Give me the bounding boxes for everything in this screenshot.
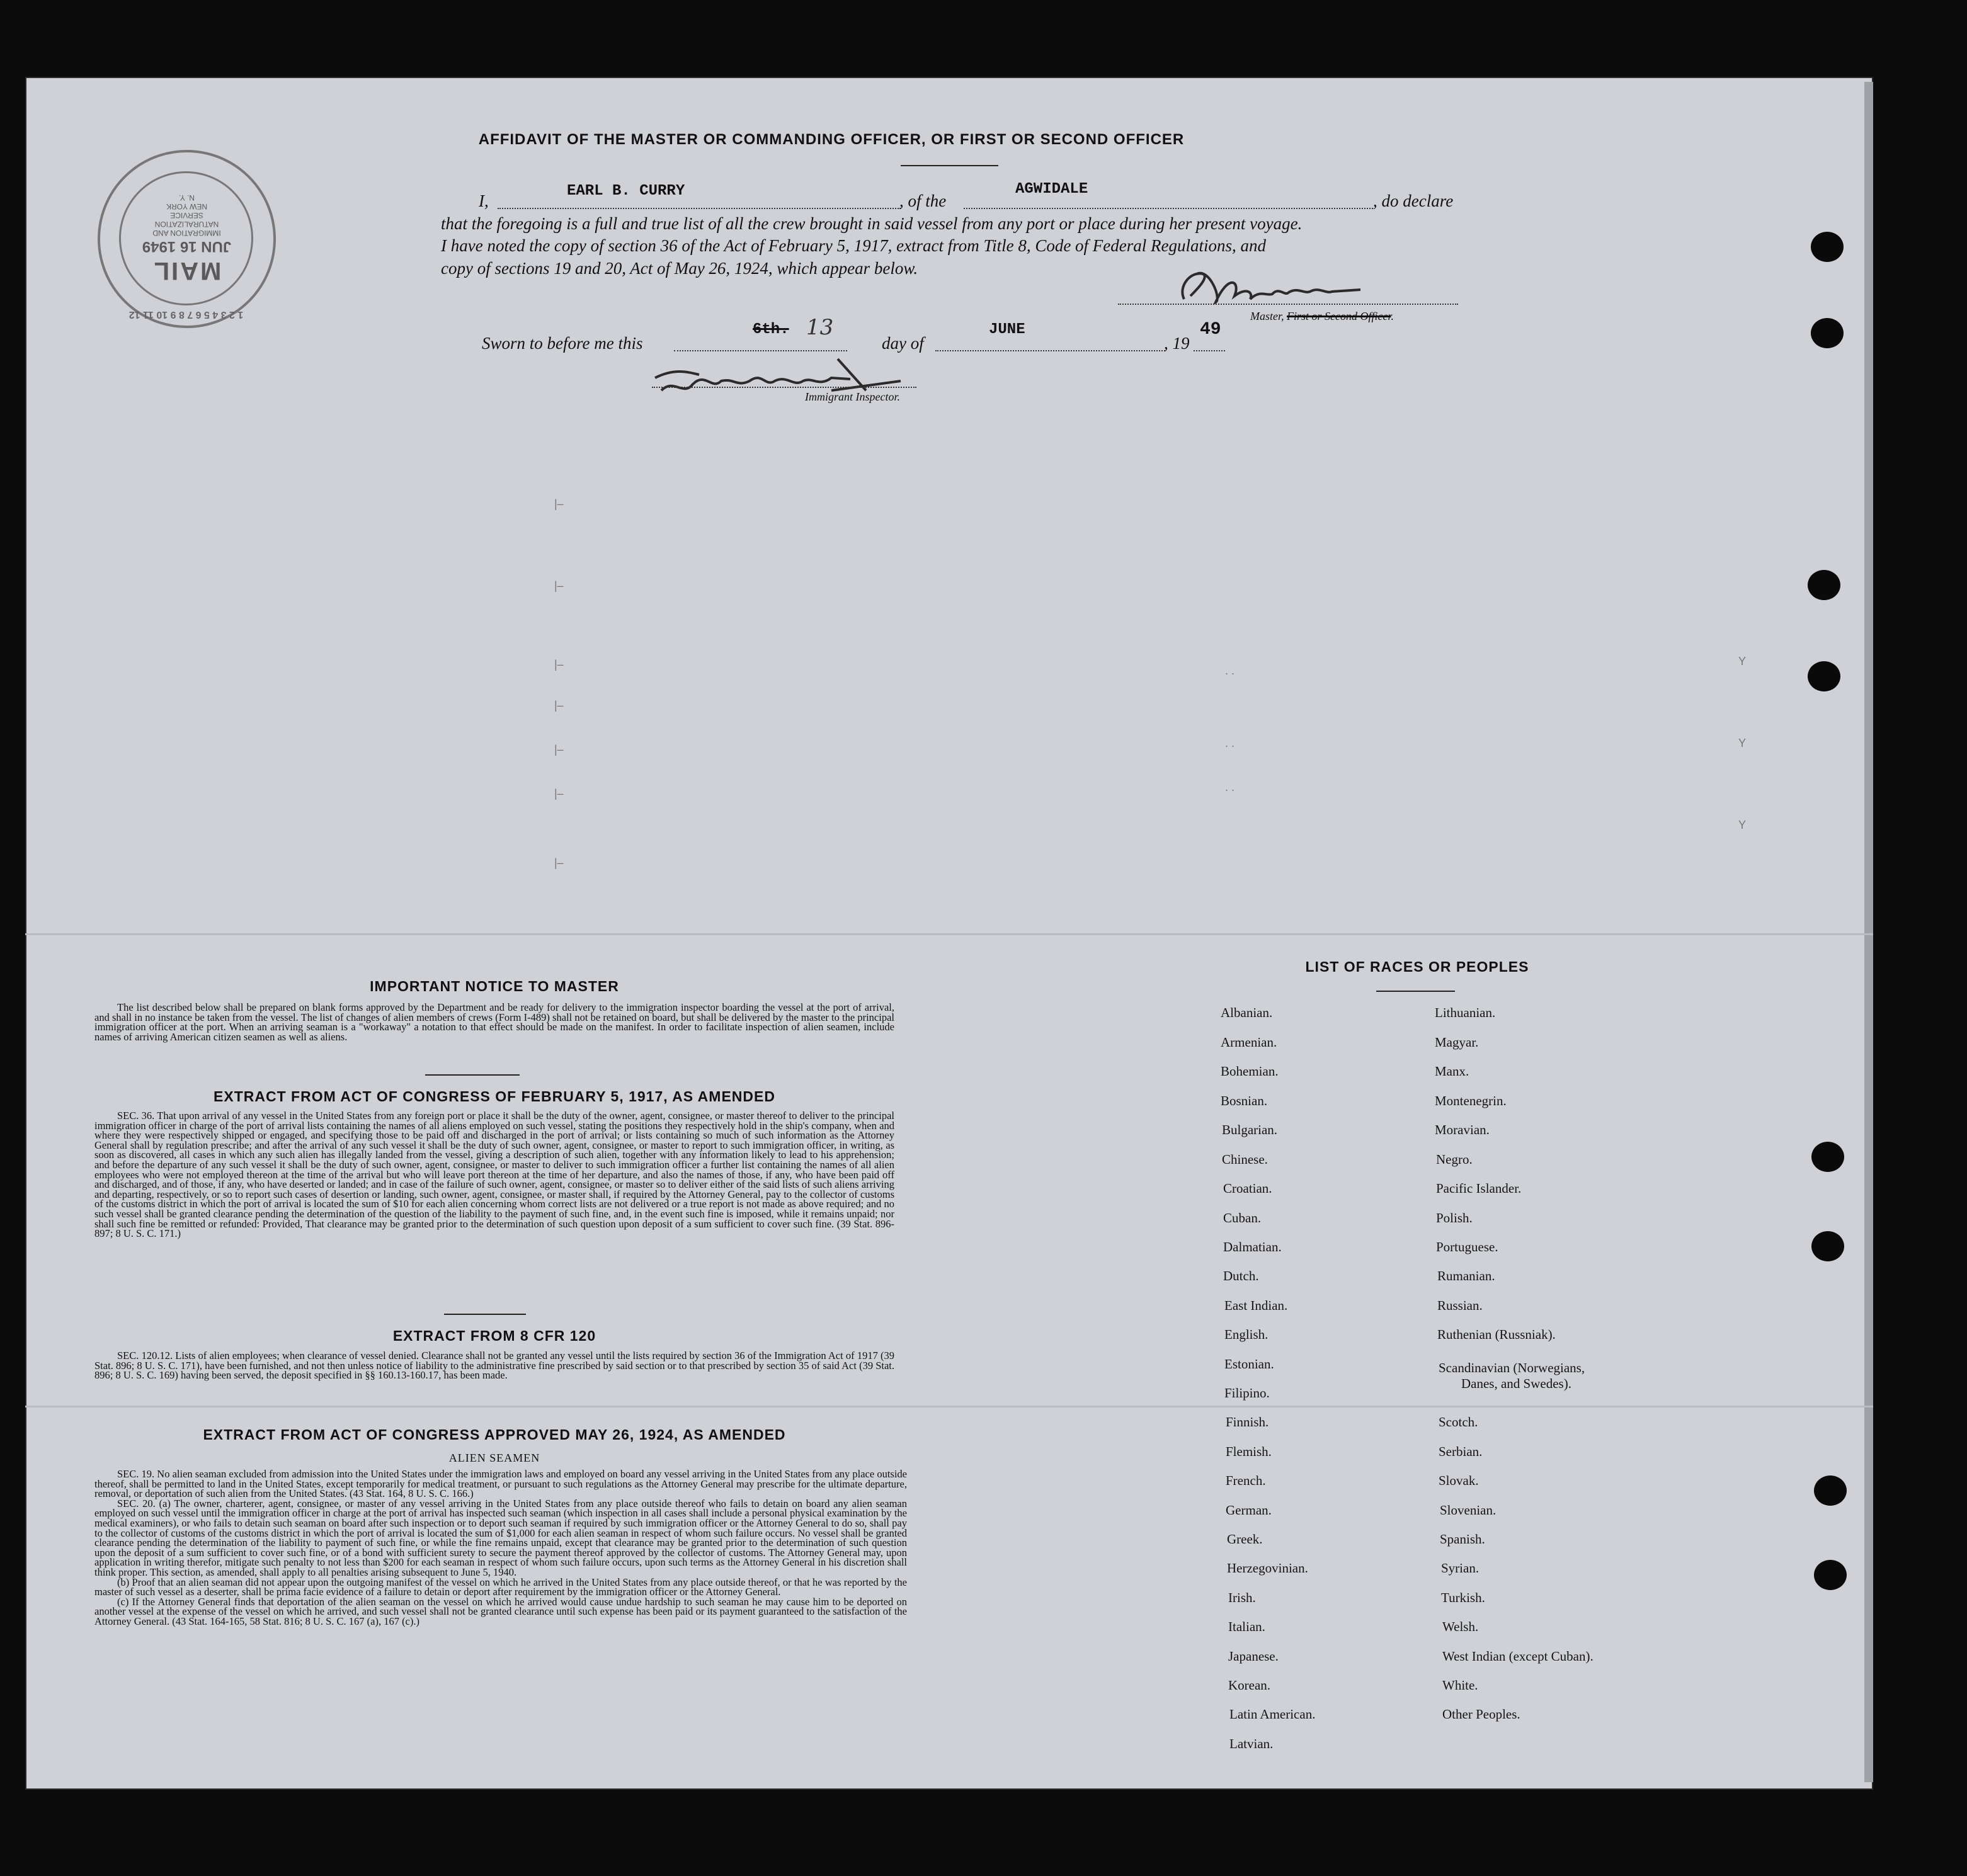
grid-tick: |– xyxy=(554,497,564,510)
race-item: Rumanian. xyxy=(1437,1268,1495,1283)
master-caption-suffix: . xyxy=(1391,310,1394,322)
race-item: White. xyxy=(1442,1678,1478,1693)
binder-hole xyxy=(1811,1231,1844,1261)
grid-tick: |– xyxy=(554,787,564,800)
year-line xyxy=(1194,350,1225,351)
race-item: Korean. xyxy=(1228,1678,1271,1693)
race-item: Estonian. xyxy=(1224,1356,1274,1372)
race-item: Latin American. xyxy=(1229,1707,1316,1722)
grid-tick: . . xyxy=(1225,737,1235,749)
year-prefix: , 19 xyxy=(1164,334,1190,353)
master-signature-line xyxy=(1118,304,1458,305)
race-item: Dutch. xyxy=(1223,1268,1259,1283)
master-caption-prefix: Master, xyxy=(1250,310,1284,322)
grid-tick: |– xyxy=(554,658,564,671)
race-item: Bulgarian. xyxy=(1222,1122,1278,1137)
stamp-line-7: N. Y. xyxy=(179,193,195,202)
race-item: Welsh. xyxy=(1442,1619,1479,1634)
race-item: Pacific Islander. xyxy=(1436,1181,1522,1196)
race-item: East Indian. xyxy=(1224,1298,1288,1313)
extract-1924-sec20b: (b) Proof that an alien seaman did not appear upon the outgoing manifest of the vessel on which he arrived in the United States from any place outside thereof, or that he was reported by the master of such vessel as a deserter, shall be prima facie evidence of a failure to detain or deport after requirement by the immigration officer or the Attorney General. xyxy=(94,1576,907,1598)
binder-hole xyxy=(1814,1560,1847,1590)
race-item: Polish. xyxy=(1436,1210,1473,1225)
stamp-line-4: NATURALIZATION xyxy=(154,220,219,229)
inspector-signature-line xyxy=(652,387,916,388)
extract-1924-title: EXTRACT FROM ACT OF CONGRESS APPROVED MAY 26, 1924, AS AMENDED xyxy=(203,1426,786,1443)
extract-1924-body xyxy=(94,1469,907,1627)
day-of-label: day of xyxy=(882,334,924,353)
race-item: French. xyxy=(1226,1473,1266,1488)
binder-hole xyxy=(1808,661,1840,691)
race-item: Russian. xyxy=(1437,1298,1483,1313)
race-item: Bohemian. xyxy=(1221,1064,1279,1079)
race-item: Croatian. xyxy=(1223,1181,1272,1196)
sworn-month-line xyxy=(935,350,1165,351)
extract-cfr-body xyxy=(94,1351,894,1380)
extract-cfr-paragraph: SEC. 120.12. Lists of alien employees; when clearance of vessel denied. Clearance shall not be granted any vessel until the lists required by section 36 of the Immigration Act of 1917 (39 Stat. 896; 8 U. S. C. 171), have been furnished, and not then unless notice of liability to the administrative fine prescribed by said section or to that prescribed by section 35 of said Act (39 Stat. 896; 8 U. S. C. 169) having been served, the deposit specified in §§ 160.13-160.17, has been made. xyxy=(94,1350,894,1382)
grid-tick: |– xyxy=(554,579,564,592)
master-name-line xyxy=(498,208,901,209)
binder-hole xyxy=(1811,232,1844,262)
binder-hole xyxy=(1814,1475,1847,1506)
mail-stamp-text xyxy=(100,152,273,326)
race-item: Japanese. xyxy=(1228,1649,1279,1664)
sworn-label: Sworn to before me this xyxy=(482,334,643,353)
notice-paragraph: The list described below shall be prepared on blank forms approved by the Department and be ready for delivery to the immigration inspector boarding the vessel at the port of arrival, and shall in no instance be taken from the vessel. The list of changes of alien members of crews (Form I-489) shall not be retained on board, but shall be delivered by the master to the principal immigration officer at the port. When an arriving seaman is a "workaway" a notation to that effect should be made on the manifest. In order to facilitate inspection of alien seamen, include names of arriving American citizen seamen as well as aliens. xyxy=(94,1001,894,1043)
race-item: Magyar. xyxy=(1435,1035,1479,1050)
race-item: Slovak. xyxy=(1439,1473,1479,1488)
binder-hole xyxy=(1811,318,1844,348)
extract-1917-rule xyxy=(444,1314,526,1315)
race-item: Syrian. xyxy=(1441,1560,1480,1576)
sheet-edge xyxy=(1864,82,1873,1782)
master-caption xyxy=(1250,310,1394,323)
extract-1917-paragraph: SEC. 36. That upon arrival of any vessel in the United States from any foreign port or place it shall be the duty of the owner, agent, consignee, or master thereof to deliver to the principal immigration officer in charge of the port of arrival lists containing the names of all aliens employed on such vessel, stating the positions they respectively hold in the ship's company, when and where they were respectively shipped or engaged, and specifying those to be paid off and discharged in the port of arrival; or lists containing so much of such information as the Attorney General shall by regulation prescribe; and after the arrival of any such vessel it shall be the duty of such owner, agent, consignee, or master to report to such immigration officer, in writing, as soon as discovered, all cases in which any such alien has illegally landed from the vessel, giving a description of such alien, together with any information likely to lead to his apprehension; and before the departure of any such vessel it shall be the duty of such owner, agent, consignee, or master to deliver to such immigration officer a further list containing the names of all alien employees who were not employed thereon at the time of the arrival but who will leave port thereon at the time of her departure, and also the names of those, if any, who have been paid off and discharged, and of those, if any, who have deserted or landed; and in case of the failure of such owner, agent, consignee, or master so to deliver either of the said lists of such aliens arriving and departing, respectively, or so to report such cases of desertion or landing, such owner, agent, consignee, or master shall, if required by the Attorney General, pay to the collector of customs of the customs district in which the port of arrival is located the sum of $10 for each alien concerning whom correct lists are not delivered or a true report is not made as above required; and no such vessel shall be granted clearance pending the determination of the question of the liability to the payment of such fine, and, in the event such fine is imposed, while it remains unpaid; nor shall such fine be remitted or refunded: Provided, That clearance may be granted prior to the determination of such question upon deposit of a sum sufficient to cover such fine. (39 Stat. 896-897; 8 U. S. C. 171.) xyxy=(94,1110,894,1240)
race-item: Chinese. xyxy=(1222,1152,1268,1167)
mail-stamp xyxy=(98,150,276,328)
race-item: English. xyxy=(1224,1327,1269,1342)
grid-tick: . . xyxy=(1225,781,1235,793)
extract-cfr-title: EXTRACT FROM 8 CFR 120 xyxy=(392,1327,596,1344)
extract-1917-body xyxy=(94,1111,894,1239)
race-item: Filipino. xyxy=(1224,1385,1270,1401)
sworn-day-line xyxy=(674,350,847,351)
affidavit-line-4: copy of sections 19 and 20, Act of May 26, 1924, which appear below. xyxy=(441,259,918,278)
race-item: Montenegrin. xyxy=(1435,1093,1507,1108)
notice-body xyxy=(94,1003,894,1042)
race-item: Dalmatian. xyxy=(1223,1239,1282,1254)
affidavit-line-3: I have noted the copy of section 36 of the Act of February 5, 1917, extract from Title 8, Code of Federal Regulations, and xyxy=(441,236,1267,255)
race-item: Finnish. xyxy=(1226,1414,1269,1430)
stamp-line-6: NEW YORK xyxy=(166,202,208,211)
race-item: Moravian. xyxy=(1435,1122,1490,1137)
fold-line xyxy=(25,1406,1873,1407)
grid-tick: . . xyxy=(1225,664,1235,677)
do-declare-label: , do declare xyxy=(1373,191,1454,210)
extract-1924-sec20c: (c) If the Attorney General finds that deportation of the alien seaman on the vessel on which he arrived would cause undue hardship to such seaman he may cause him to be deported on another vessel at the expense of the vessel on which he arrived, and such vessel shall not be granted clearance until such expense has been paid or its payment guaranteed to the satisfaction of the Attorney General. (43 Stat. 164-165, 58 Stat. 816; 8 U. S. C. 167 (a), 167 (c).) xyxy=(94,1595,907,1627)
grid-tick: Y xyxy=(1738,737,1747,749)
grid-tick: Y xyxy=(1738,819,1747,831)
race-item: West Indian (except Cuban). xyxy=(1442,1649,1594,1664)
races-rule xyxy=(1376,991,1455,992)
grid-tick: Y xyxy=(1738,655,1747,668)
extract-1924-sec20a: SEC. 20. (a) The owner, charterer, agent, consignee, or master of any vessel arriving in the United States from any place outside thereof who fails to detain on board any alien seaman employed on such vessel until the immigration officer in charge at the port of arrival has inspected such seaman (which inspection in all cases shall include a personal physical examination by the medical examiners), or who fails to detain such seaman on board after such inspection or to deport such seaman if required by such immigration officer or the Attorney General to do so, shall pay to the collector of customs of the customs district in which the port of arrival is located the sum of $1,000 for each alien seaman in respect of whom such failure occurs. No vessel shall be granted clearance pending the determination of the liability to payment of such fine, or while the fine remains unpaid, except that clearance may be granted prior to the determination of such question upon the deposit of a sum sufficient to cover such fine, or of a bond with sufficient surety to secure the payment thereof approved by the collector of customs. The Attorney General may, upon application in writing therefor, mitigate such penalty to not less than $200 for each seaman in respect of whom such failure occurs, upon such terms as the Attorney General in his discretion shall think proper. This section, as amended, shall apply to all penalties arising subsequent to June 5, 1940. xyxy=(94,1497,907,1578)
race-item: Negro. xyxy=(1436,1152,1473,1167)
grid-tick: |– xyxy=(554,699,564,712)
title-rule xyxy=(901,165,998,166)
race-item: German. xyxy=(1226,1503,1272,1518)
sworn-month-value: JUNE xyxy=(989,321,1025,338)
notice-rule xyxy=(425,1074,520,1076)
master-caption-struck: First or Second Officer xyxy=(1287,310,1391,322)
stamp-line-3: IMMIGRATION AND xyxy=(152,229,221,237)
races-title: LIST OF RACES OR PEOPLES xyxy=(1305,958,1529,975)
race-item: Ruthenian (Russniak). xyxy=(1437,1327,1556,1342)
race-item: Italian. xyxy=(1228,1619,1265,1634)
stamp-line-5: SERVICE xyxy=(170,211,203,220)
race-item: Scotch. xyxy=(1439,1414,1478,1430)
race-item: Scandinavian (Norwegians, xyxy=(1439,1360,1585,1375)
master-name-value: EARL B. CURRY xyxy=(567,183,685,200)
year-value: 49 xyxy=(1200,320,1221,339)
grid-tick: |– xyxy=(554,856,564,869)
race-item: Other Peoples. xyxy=(1442,1707,1520,1722)
grid-tick: |– xyxy=(554,743,564,756)
binder-hole xyxy=(1811,1142,1844,1172)
race-item: Turkish. xyxy=(1441,1590,1485,1605)
inspector-caption: Immigrant Inspector. xyxy=(805,390,900,403)
race-item: Flemish. xyxy=(1226,1444,1272,1459)
race-item: Bosnian. xyxy=(1221,1093,1268,1108)
race-item: Slovenian. xyxy=(1440,1503,1497,1518)
affidavit-line-2: that the foregoing is a full and true list of all the crew brought in said vessel from any port or place during her present voyage. xyxy=(441,214,1303,233)
sworn-day-struck: 6th. xyxy=(753,321,789,338)
notice-title: IMPORTANT NOTICE TO MASTER xyxy=(370,978,619,994)
extract-1917-title: EXTRACT FROM ACT OF CONGRESS OF FEBRUARY 5, 1917, AS AMENDED xyxy=(214,1088,775,1105)
race-item: Latvian. xyxy=(1229,1736,1274,1751)
extract-1924-sec19: SEC. 19. No alien seaman excluded from admission into the United States under the immigration laws and employed on board any vessel arriving in the United States from any place outside thereof, shall be permitted to land in the United States, except temporarily for medical treatment, or pursuant to such regulations as the Attorney General may prescribe for the ultimate departure, removal, or deportation of such alien from the United States. (43 Stat. 164, 8 U. S. C. 166.) xyxy=(94,1468,907,1500)
race-item: Albanian. xyxy=(1221,1005,1273,1020)
race-item: Spanish. xyxy=(1440,1532,1485,1547)
race-item: Irish. xyxy=(1228,1590,1256,1605)
race-item: Greek. xyxy=(1227,1532,1263,1547)
of-the-label: , of the xyxy=(899,191,947,210)
race-item: Armenian. xyxy=(1221,1035,1277,1050)
race-item: Serbian. xyxy=(1439,1444,1483,1459)
affidavit-i-label: I, xyxy=(479,191,489,210)
race-item: Cuban. xyxy=(1223,1210,1262,1225)
fold-line xyxy=(25,933,1873,935)
race-item: Manx. xyxy=(1435,1064,1469,1079)
vessel-name-line xyxy=(964,208,1373,209)
race-item: Herzegovinian. xyxy=(1227,1560,1308,1576)
stamp-line-2: JUN 16 1949 xyxy=(142,238,232,255)
race-item: Portuguese. xyxy=(1436,1239,1498,1254)
binder-hole xyxy=(1808,570,1840,600)
race-item: Lithuanian. xyxy=(1435,1005,1496,1020)
sworn-day-value: 13 xyxy=(806,315,834,340)
vessel-name-value: AGWIDALE xyxy=(1015,181,1088,198)
affidavit-title: AFFIDAVIT OF THE MASTER OR COMMANDING OFFICER, OR FIRST OR SECOND OFFICER xyxy=(478,131,1185,148)
extract-1924-subtitle: ALIEN SEAMEN xyxy=(448,1452,540,1464)
stamp-ring-numbers: 1 2 3 4 5 6 7 8 9 10 11 12 xyxy=(128,309,244,320)
race-item: Danes, and Swedes). xyxy=(1461,1376,1571,1391)
stamp-line-1: MAIL xyxy=(152,257,222,285)
